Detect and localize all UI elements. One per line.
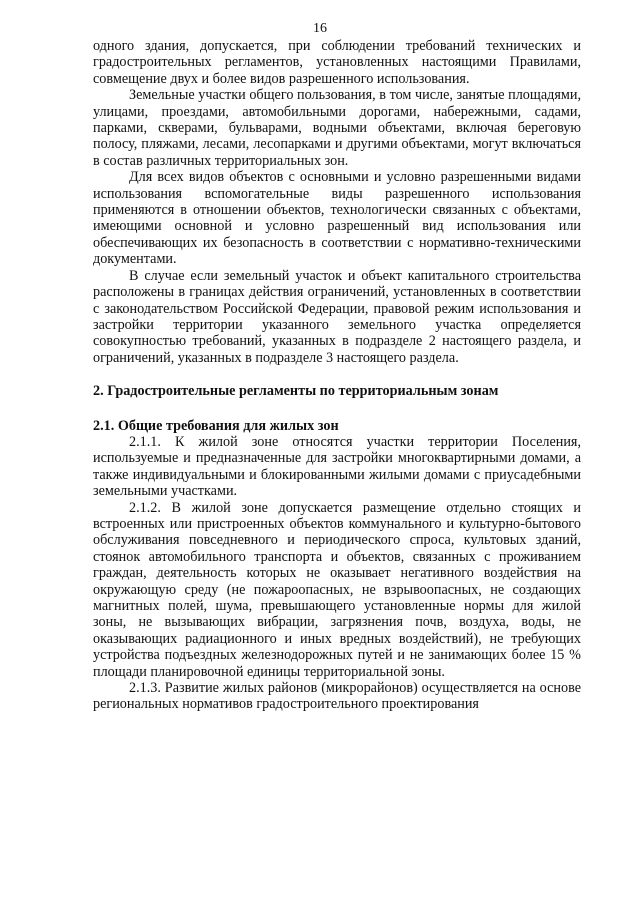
subsection-heading: 2.1. Общие требования для жилых зон xyxy=(93,417,339,434)
page-number: 16 xyxy=(313,21,327,36)
paragraph: 2.1.3. Развитие жилых районов (микрорайонов) осуществляется на основе региональных нормативов градостроительного проектирования xyxy=(93,680,581,713)
paragraph: одного здания, допускается, при соблюдении требований технических и градостроительных регламентов, установленных настоящими Правилами, совмещение двух и более видов разрешенного использования. xyxy=(93,38,581,87)
section-heading: 2. Градостроительные регламенты по территориальным зонам xyxy=(93,383,499,400)
paragraph: 2.1.2. В жилой зоне допускается размещение отдельно стоящих и встроенных или пристроенных объектов коммунального и культурно-бытового обслуживания повседневного и периодического спроса, культовых зданий, стоянок автомобильного транспорта и объектов, связанных с проживанием граждан, деятельность которых не оказывает негативного воздействия на окружающую среду (не пожароопасных, не взрывоопасных, не создающих магнитных полей, шума, превышающего установленные нормы для жилой зоны, не вызывающих вибрации, загрязнения почв, воздуха, воды, не оказывающих радиационного и иных вредных воздействий), не требующих устройства подъездных железнодорожных путей и не занимающих более 15 % площади планировочной единицы территориальной зоны. xyxy=(93,499,581,680)
paragraph: В случае если земельный участок и объект капитального строительства расположены в границах действия ограничений, установленных в соответствии с законодательством Российской Федерации, правовой режим использования и застройки территории указанного земельного участка определяется совокупностью требований, указанных в подразделе 2 настоящего раздела, и ограничений, указанных в подразделе 3 настоящего раздела. xyxy=(93,267,581,366)
paragraph: Для всех видов объектов с основными и условно разрешенными видами использования вспомогательные виды разрешенного использования применяются в отношении объектов, технологически связанных с объектами, имеющими основной и условно разрешенный вид использования или обеспечивающих их безопасность в соответствии с нормативно-техническими документами. xyxy=(93,169,581,268)
paragraph: Земельные участки общего пользования, в том числе, занятые площадями, улицами, проездами, автомобильными дорогами, набережными, садами, парками, скверами, бульварами, водными объектами, включая береговую полосу, пляжами, лесами, лесопарками и другими объектами, могут включаться в состав различных территориальных зон. xyxy=(93,87,581,169)
document-body xyxy=(93,38,581,713)
paragraph: 2.1.1. К жилой зоне относятся участки территории Поселения, используемые и предназначенные для застройки многоквартирными домами, а также индивидуальными и блокированными жилыми домами с приусадебными земельными участками. xyxy=(93,433,581,500)
